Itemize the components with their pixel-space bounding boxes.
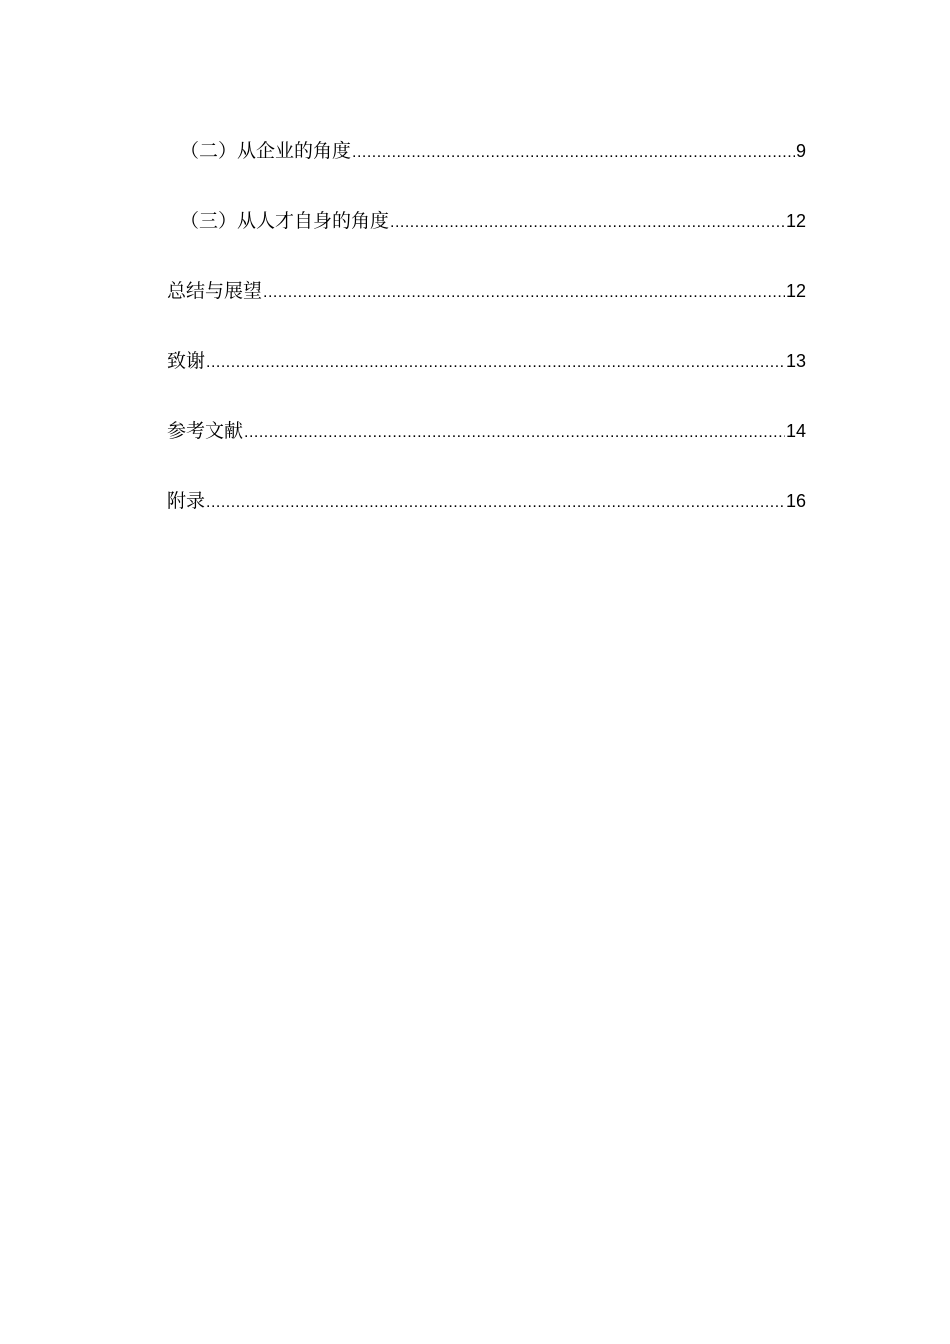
toc-entry-page-number: 13 xyxy=(785,351,806,371)
toc-entry-title: 总结与展望 xyxy=(167,280,263,302)
toc-entry-page-number: 16 xyxy=(785,491,806,511)
dot-leader xyxy=(206,346,785,380)
toc-entry-appendix[interactable] xyxy=(167,484,806,554)
toc-entry-page-number: 9 xyxy=(795,141,806,161)
toc-entry-enterprise-perspective[interactable] xyxy=(167,134,806,204)
dot-leader xyxy=(206,486,785,520)
dot-leader xyxy=(390,206,785,240)
dot-leader xyxy=(263,276,785,310)
toc-entry-title: 附录 xyxy=(167,490,206,512)
toc-entry-talent-perspective[interactable] xyxy=(167,204,806,274)
toc-entry-page-number: 12 xyxy=(785,211,806,231)
toc-entry-title: 致谢 xyxy=(167,350,206,372)
toc-entry-title: （三）从人才自身的角度 xyxy=(180,210,390,232)
toc-entry-title: （二）从企业的角度 xyxy=(180,140,352,162)
toc-entry-acknowledgements[interactable] xyxy=(167,344,806,414)
toc-entry-page-number: 14 xyxy=(785,421,806,441)
toc-entry-title: 参考文献 xyxy=(167,420,244,442)
dot-leader xyxy=(244,416,785,450)
toc-entry-summary-outlook[interactable] xyxy=(167,274,806,344)
toc-entry-references[interactable] xyxy=(167,414,806,484)
dot-leader xyxy=(352,136,795,170)
table-of-contents xyxy=(167,134,806,554)
toc-entry-page-number: 12 xyxy=(785,281,806,301)
